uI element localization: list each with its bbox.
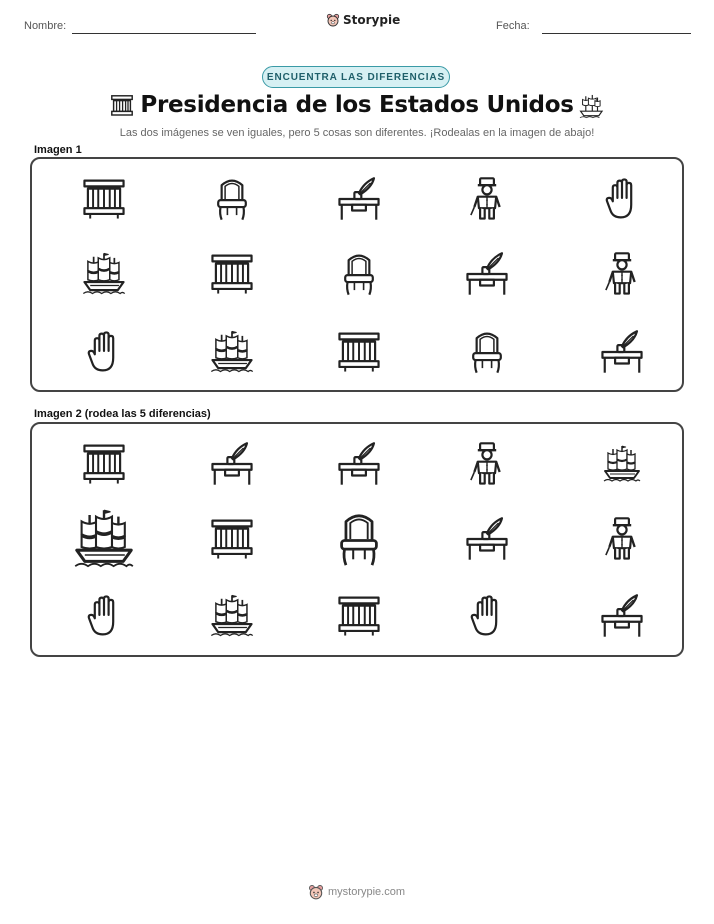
ship-icon[interactable]	[72, 507, 136, 571]
desk-quill-icon[interactable]	[336, 441, 382, 487]
image1-panel	[30, 157, 684, 392]
balcony-icon	[209, 251, 255, 297]
date-label: Fecha:	[496, 20, 530, 32]
balcony-icon[interactable]	[209, 516, 255, 562]
desk-quill-icon	[336, 176, 382, 222]
chair-icon	[336, 251, 382, 297]
image1-label: Imagen 1	[34, 144, 82, 156]
hand-icon[interactable]	[81, 593, 127, 639]
footer-site: mystorypie.com	[328, 886, 406, 898]
name-label: Nombre:	[24, 20, 67, 32]
soldier-icon	[599, 251, 645, 297]
page-title: Presidencia de los Estados Unidos	[140, 92, 574, 118]
desk-quill-icon	[464, 251, 510, 297]
footer-bear-icon	[308, 884, 324, 900]
hand-icon	[599, 176, 645, 222]
chair-icon	[464, 329, 510, 375]
desk-quill-icon[interactable]	[464, 516, 510, 562]
title-ship-icon	[578, 93, 604, 124]
brand-name: Storypie	[343, 13, 401, 27]
balcony-icon[interactable]	[81, 441, 127, 487]
soldier-icon[interactable]	[464, 441, 510, 487]
image2-panel[interactable]	[30, 422, 684, 657]
storypie-bear-icon	[326, 13, 340, 27]
desk-quill-icon[interactable]	[209, 441, 255, 487]
footer	[308, 884, 405, 900]
balcony-icon[interactable]	[336, 593, 382, 639]
ship-icon	[209, 329, 255, 375]
ship-icon[interactable]	[602, 444, 642, 484]
desk-quill-icon[interactable]	[599, 593, 645, 639]
chair-icon	[209, 176, 255, 222]
activity-badge: ENCUENTRA LAS DIFERENCIAS	[262, 66, 450, 88]
soldier-icon[interactable]	[599, 516, 645, 562]
brand-logo	[326, 13, 400, 27]
hand-icon	[81, 329, 127, 375]
soldier-icon	[464, 176, 510, 222]
hand-icon[interactable]	[464, 593, 510, 639]
balcony-icon	[336, 329, 382, 375]
desk-quill-icon	[599, 329, 645, 375]
ship-icon[interactable]	[209, 593, 255, 639]
ship-icon	[81, 251, 127, 297]
balcony-icon	[81, 176, 127, 222]
name-line[interactable]	[72, 33, 256, 34]
chair-icon[interactable]	[330, 510, 388, 568]
instructions: Las dos imágenes se ven iguales, pero 5 cosas son diferentes. ¡Rodealas en la imagen de abajo!	[119, 127, 595, 139]
image2-label: Imagen 2 (rodea las 5 diferencias)	[34, 408, 211, 420]
date-line[interactable]	[542, 33, 691, 34]
